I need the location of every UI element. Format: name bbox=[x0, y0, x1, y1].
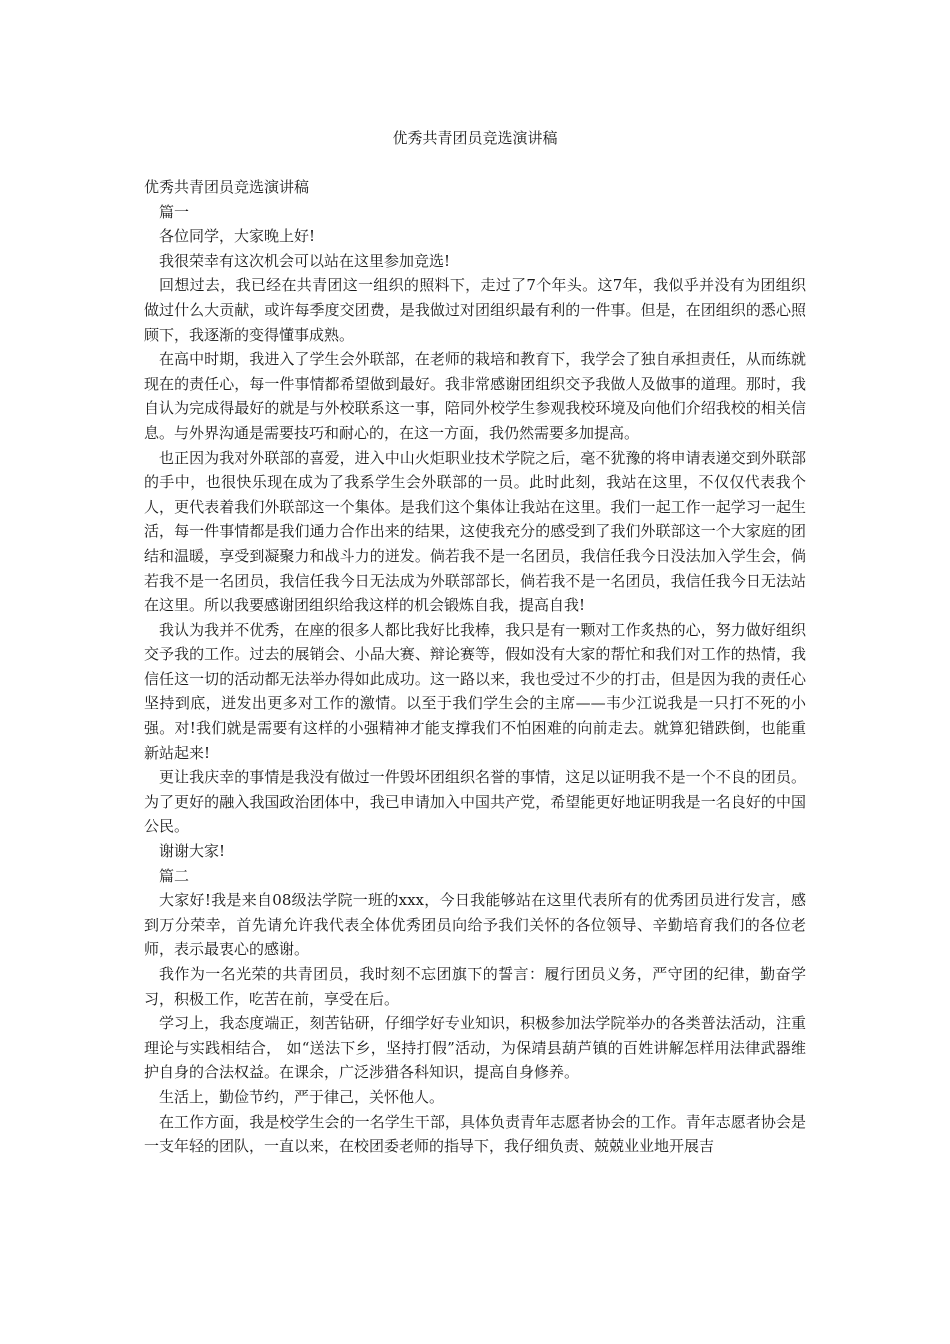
paragraph: 学习上，我态度端正，刻苦钻研，仔细学好专业知识，积极参加法学院举办的各类普法活动，注重理论与实践相结合， 如“送法下乡，坚持打假”活动，为保靖县葫芦镇的百姓讲解怎样用法律武器维护自身的合法权益。在课余，广泛涉猎各科知识，提高自身修养。 bbox=[144, 1014, 806, 1082]
paragraph: 优秀共青团员竞选演讲稿 bbox=[144, 178, 310, 196]
paragraph: 也正因为我对外联部的喜爱，进入中山火炬职业技术学院之后，毫不犹豫的将申请表递交到外联部的手中，也很快乐现在成为了我系学生会外联部的一员。此时此刻，我站在这里，不仅仅代表我个人，更代表着我们外联部这一个集体。是我们这个集体让我站在这里。我们一起工作一起学习一起生活，每一件事情都是我们通力合作出来的结果，这使我充分的感受到了我们外联部这一个大家庭的团结和温暖，享受到凝聚力和战斗力的迸发。倘若我不是一名团员，我信任我今日没法加入学生会，倘若我不是一名团员，我信任我今日无法成为外联部部长，倘若我不是一名团员，我信任我今日无法站在这里。所以我要感谢团组织给我这样的机会锻炼自我，提高自我! bbox=[144, 448, 806, 615]
document-body bbox=[144, 175, 806, 1159]
paragraph: 更让我庆幸的事情是我没有做过一件毁坏团组织名誉的事情，这足以证明我不是一个不良的团员。为了更好的融入我国政治团体中，我已申请加入中国共产党，希望能更好地证明我是一名良好的中国公民。 bbox=[144, 768, 806, 836]
paragraph: 在高中时期，我进入了学生会外联部，在老师的栽培和教育下，我学会了独自承担责任，从而练就现在的责任心，每一件事情都希望做到最好。我非常感谢团组织交予我做人及做事的道理。那时，我自认为完成得最好的就是与外校联系这一事，陪同外校学生参观我校环境及向他们介绍我校的相关信息。与外界沟通是需要技巧和耐心的，在这一方面，我仍然需要多加提高。 bbox=[144, 350, 806, 442]
paragraph: 回想过去，我已经在共青团这一组织的照料下，走过了7个年头。这7年，我似乎并没有为团组织做过什么大贡献，或许每季度交团费，是我做过对团组织最有利的一件事。但是，在团组织的悉心照顾下，我逐渐的变得懂事成熟。 bbox=[144, 276, 806, 344]
paragraph: 篇二 bbox=[159, 866, 190, 885]
paragraph: 谢谢大家! bbox=[159, 842, 226, 861]
paragraph: 大家好!我是来自08级法学院一班的xxx，今日我能够站在这里代表所有的优秀团员进行发言，感到万分荣幸，首先请允许我代表全体优秀团员向给予我们关怀的各位领导、辛勤培育我们的各位老师，表示最衷心的感谢。 bbox=[144, 891, 806, 959]
paragraph: 我很荣幸有这次机会可以站在这里参加竞选! bbox=[159, 251, 451, 270]
paragraph: 篇一 bbox=[159, 202, 190, 221]
paragraph: 在工作方面，我是校学生会的一名学生干部，具体负责青年志愿者协会的工作。青年志愿者协会是一支年轻的团队，一直以来，在校团委老师的指导下，我仔细负责、兢兢业业地开展吉 bbox=[144, 1112, 806, 1156]
paragraph: 我作为一名光荣的共青团员，我时刻不忘团旗下的誓言：履行团员义务，严守团的纪律，勤奋学习，积极工作，吃苦在前，享受在后。 bbox=[144, 965, 806, 1008]
paragraph: 生活上，勤俭节约，严于律己，关怀他人。 bbox=[159, 1087, 445, 1106]
paragraph: 我认为我并不优秀，在座的很多人都比我好比我棒，我只是有一颗对工作炙热的心，努力做好组织交予我的工作。过去的展销会、小品大赛、辩论赛等，假如没有大家的帮忙和我们对工作的热情，我信任这一切的活动都无法举办得如此成功。这一路以来，我也受过不少的打击，但是因为我的责任心坚持到底，迸发出更多对工作的激情。以至于我们学生会的主席——韦少江说我是一只打不死的小强。对!我们就是需要有这样的小强精神才能支撑我们不怕困难的向前走去。就算犯错跌倒，也能重新站起来! bbox=[144, 620, 806, 762]
document-title: 优秀共青团员竞选演讲稿 bbox=[392, 129, 558, 147]
paragraph: 各位同学，大家晚上好! bbox=[159, 227, 316, 246]
